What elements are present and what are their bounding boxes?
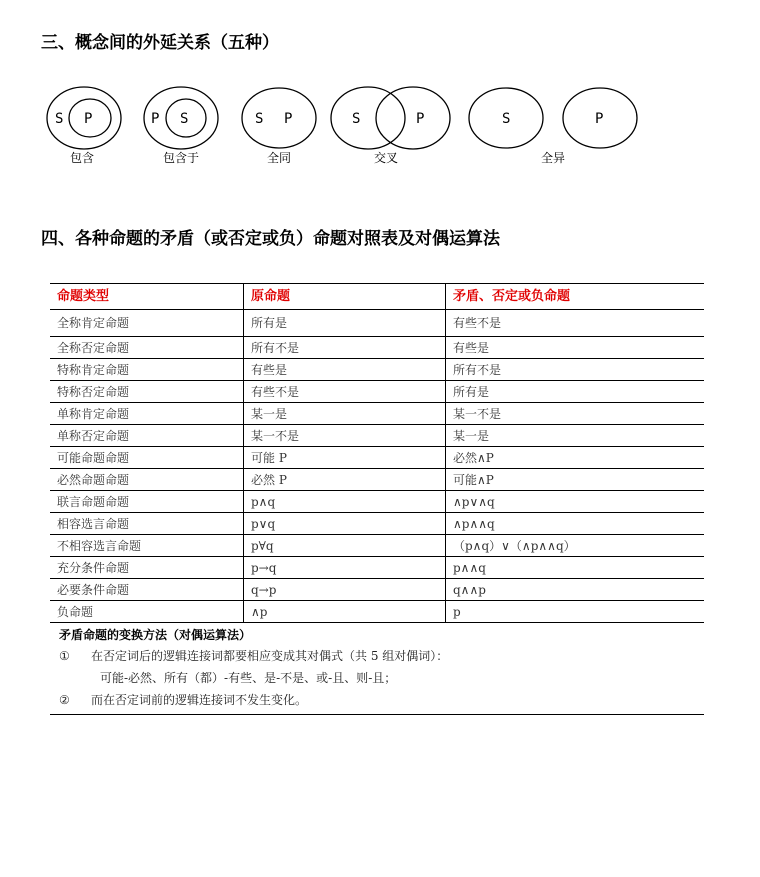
- cell-negation: p∧∧q: [446, 557, 705, 579]
- venn-disjoint-p: P: [595, 111, 604, 127]
- cell-original: ∧p: [244, 601, 446, 623]
- cell-negation: （p∧q）∨（∧p∧∧q）: [446, 535, 705, 557]
- venn-contain-p: P: [84, 111, 93, 127]
- header-original: 原命题: [244, 284, 446, 310]
- venn-diagrams: [0, 0, 760, 200]
- cell-negation: ∧p∧∧q: [446, 513, 705, 535]
- table-note-row: [50, 623, 704, 715]
- cell-negation: 某一不是: [446, 403, 705, 425]
- cell-negation: p: [446, 601, 705, 623]
- cell-original: 可能 P: [244, 447, 446, 469]
- cell-type: 特称肯定命题: [50, 359, 244, 381]
- cell-original: p→q: [244, 557, 446, 579]
- cell-negation: q∧∧p: [446, 579, 705, 601]
- cell-original: p∀q: [244, 535, 446, 557]
- note-item-1: [59, 645, 704, 667]
- cell-type: 必然命题命题: [50, 469, 244, 491]
- section3-heading: 三、概念间的外延关系（五种）: [41, 33, 279, 53]
- venn-cross-right-circle: [376, 87, 450, 149]
- venn-contained-label: 包含于: [162, 151, 200, 165]
- cell-type: 全称肯定命题: [50, 310, 244, 337]
- cell-negation: 所有是: [446, 381, 705, 403]
- venn-cross-label: 交叉: [373, 151, 399, 165]
- cell-type: 必要条件命题: [50, 579, 244, 601]
- venn-contain-s: S: [55, 111, 64, 127]
- venn-identical-s: S: [255, 111, 264, 127]
- table-row: [50, 469, 704, 491]
- cell-type: 充分条件命题: [50, 557, 244, 579]
- cell-negation: 有些不是: [446, 310, 705, 337]
- table-row: [50, 403, 704, 425]
- cell-original: 必然 P: [244, 469, 446, 491]
- cell-original: 某一不是: [244, 425, 446, 447]
- table-row: [50, 513, 704, 535]
- cell-type: 单称肯定命题: [50, 403, 244, 425]
- venn-contain-label: 包含: [69, 151, 95, 165]
- cell-negation: 有些是: [446, 337, 705, 359]
- note-item-2-text: 而在否定词前的逻辑连接词不发生变化。: [91, 693, 308, 707]
- cell-type: 特称否定命题: [50, 381, 244, 403]
- header-negation: 矛盾、否定或负命题: [446, 284, 705, 310]
- table-row: [50, 535, 704, 557]
- cell-type: 可能命题命题: [50, 447, 244, 469]
- note-item-2-number: ②: [59, 693, 70, 707]
- table-row: [50, 491, 704, 513]
- cell-type: 相容选言命题: [50, 513, 244, 535]
- table-row: [50, 337, 704, 359]
- venn-contained-s: S: [180, 111, 189, 127]
- note-item-1-text: 在否定词后的逻辑连接词都要相应变成其对偶式（共 5 组对偶词）：: [91, 649, 449, 663]
- header-type: 命题类型: [50, 284, 244, 310]
- cell-original: 某一是: [244, 403, 446, 425]
- table-row: [50, 557, 704, 579]
- cell-original: p∧q: [244, 491, 446, 513]
- note-title: 矛盾命题的变换方法（对偶运算法）: [59, 628, 252, 642]
- transformation-note: [50, 623, 704, 715]
- section4-heading: 四、各种命题的矛盾（或否定或负）命题对照表及对偶运算法: [41, 229, 500, 249]
- table-header-row: [50, 284, 704, 310]
- table-row: [50, 359, 704, 381]
- venn-identical-p: P: [284, 111, 293, 127]
- note-item-2: [59, 689, 704, 711]
- cell-type: 单称否定命题: [50, 425, 244, 447]
- note-item-1-continuation: 可能-必然、所有（都）-有些、是-不是、或-且、则-且；: [100, 671, 397, 685]
- cell-original: q→p: [244, 579, 446, 601]
- venn-cross-p: P: [416, 111, 425, 127]
- venn-identical-circle: [242, 88, 316, 148]
- cell-negation: 可能∧P: [446, 469, 705, 491]
- table-row: [50, 579, 704, 601]
- venn-cross-left-circle: [331, 87, 405, 149]
- cell-negation: 所有不是: [446, 359, 705, 381]
- venn-disjoint-label: 全异: [540, 151, 566, 165]
- cell-type: 负命题: [50, 601, 244, 623]
- table-row: [50, 310, 704, 337]
- note-item-1-number: ①: [59, 649, 70, 663]
- cell-original: p∨q: [244, 513, 446, 535]
- cell-original: 所有不是: [244, 337, 446, 359]
- cell-negation: 某一是: [446, 425, 705, 447]
- cell-negation: ∧p∨∧q: [446, 491, 705, 513]
- table-row: [50, 601, 704, 623]
- cell-original: 有些不是: [244, 381, 446, 403]
- venn-disjoint-s: S: [502, 111, 511, 127]
- table-row: [50, 381, 704, 403]
- negation-table: [50, 283, 704, 715]
- table-row: [50, 447, 704, 469]
- cell-negation: 必然∧P: [446, 447, 705, 469]
- table-row: [50, 425, 704, 447]
- cell-type: 全称否定命题: [50, 337, 244, 359]
- cell-original: 所有是: [244, 310, 446, 337]
- venn-contained-p: P: [151, 111, 160, 127]
- venn-cross-s: S: [352, 111, 361, 127]
- cell-original: 有些是: [244, 359, 446, 381]
- cell-type: 不相容选言命题: [50, 535, 244, 557]
- venn-identical-label: 全同: [266, 151, 292, 165]
- cell-type: 联言命题命题: [50, 491, 244, 513]
